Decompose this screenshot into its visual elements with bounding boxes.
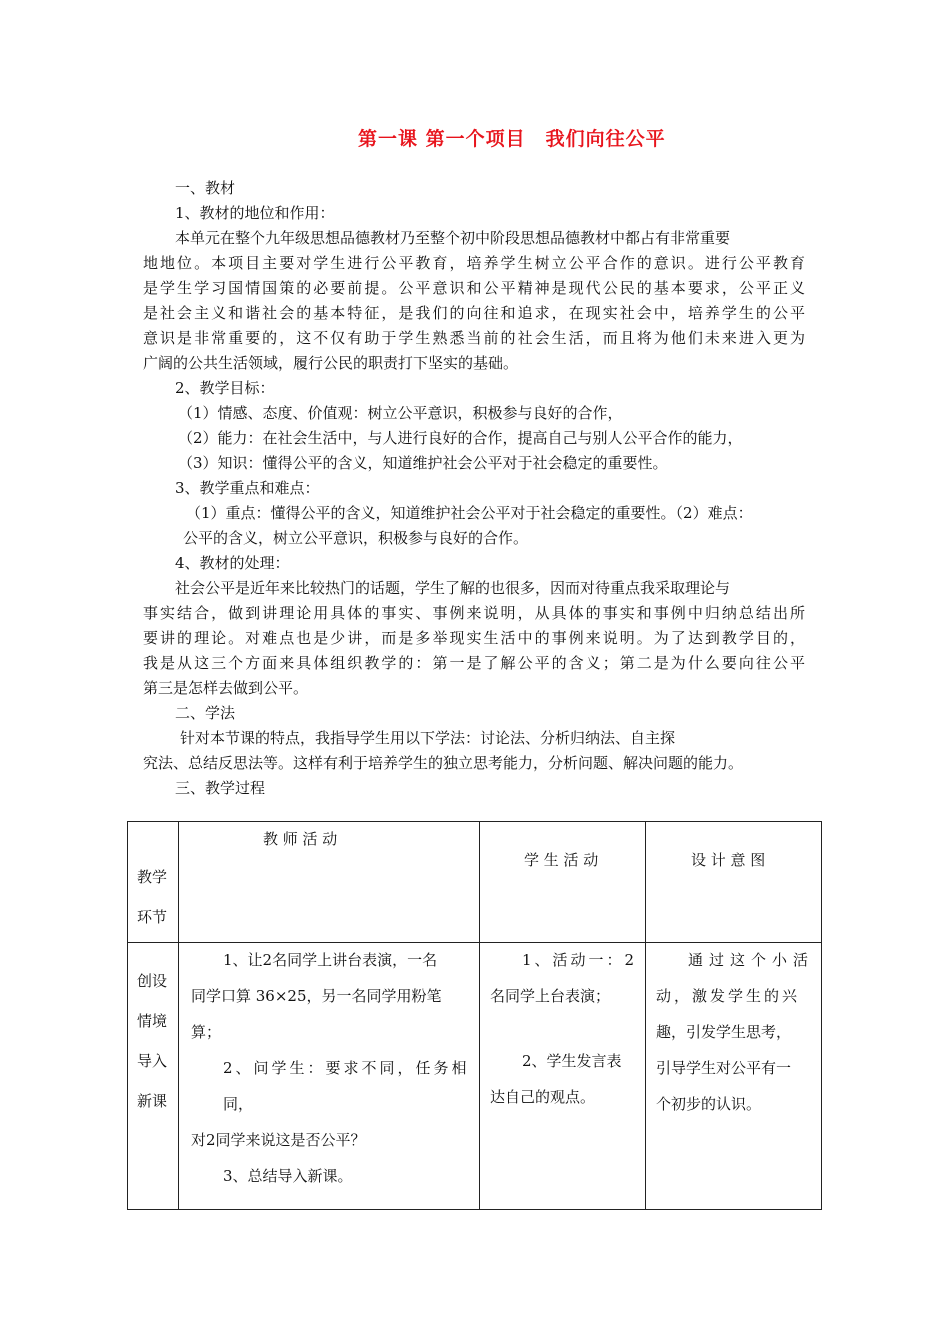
stage-line: 情境 <box>137 1012 168 1030</box>
header-design <box>646 822 822 943</box>
stage-line: 新课 <box>137 1092 168 1110</box>
paragraph-line: 公平的含义，树立公平意识，积极参与良好的合作。 <box>183 529 529 547</box>
paragraph-line: 意识是非常重要的，这不仅有助于学生熟悉当前的社会生活，而且将为他们未来进入更为 <box>143 329 805 347</box>
paragraph-line: 本单元在整个九年级思想品德教材乃至整个初中阶段思想品德教材中都占有非常重要 <box>175 229 731 247</box>
paragraph-line: 针对本节课的特点，我指导学生用以下学法：讨论法、分析归纳法、自主探 <box>180 729 676 747</box>
teacher-line: 算； <box>191 1023 222 1041</box>
paragraph-line: 第三是怎样去做到公平。 <box>143 679 309 697</box>
student-line: 1、活动一：2 <box>522 951 638 969</box>
table-header-row <box>128 822 822 943</box>
subheading-handling: 4、教材的处理： <box>175 554 290 572</box>
table-row <box>128 943 822 1210</box>
design-line: 通过这个小活 <box>688 951 815 969</box>
teacher-line: 3、总结导入新课。 <box>223 1167 353 1185</box>
subheading-key-points: 3、教学重点和难点： <box>175 479 320 497</box>
teacher-line: 对2同学来说这是否公平？ <box>191 1131 366 1149</box>
stage-line: 创设 <box>137 972 168 990</box>
section-heading-process: 三、教学过程 <box>175 779 266 797</box>
goal-item: （3）知识：懂得公平的含义，知道维护社会公平对于社会稳定的重要性。 <box>178 454 668 472</box>
header-design-label: 设 计 意 图 <box>691 851 766 869</box>
paragraph-line: 要讲的理论。对难点也是少讲，而是多举现实生活中的事例来说明。为了达到教学目的， <box>143 629 805 647</box>
row-student-cell <box>480 943 646 1210</box>
paragraph-line: 我是从这三个方面来具体组织教学的：第一是了解公平的含义；第二是为什么要向往公平 <box>143 654 805 672</box>
header-stage <box>128 822 179 943</box>
page-title: 第一课 第一个项目 我们向往公平 <box>358 128 666 150</box>
teacher-line: 2、问学生：要求不同，任务相 <box>223 1059 470 1077</box>
paragraph-line: 究法、总结反思法等。这样有利于培养学生的独立思考能力，分析问题、解决问题的能力。 <box>143 754 744 772</box>
paragraph-line: （1）重点：懂得公平的含义，知道维护社会公平对于社会稳定的重要性。（2）难点： <box>186 504 753 522</box>
row-design-cell <box>646 943 822 1210</box>
paragraph-line: 事实结合，做到讲理论用具体的事实、事例来说明，从具体的事实和事例中归纳总结出所 <box>143 604 805 622</box>
stage-line: 导入 <box>137 1052 168 1070</box>
goal-item: （1）情感、态度、价值观：树立公平意识，积极参与良好的合作， <box>178 404 623 422</box>
header-teacher-label: 教 师 活 动 <box>263 830 338 848</box>
subheading-position: 1、教材的地位和作用： <box>175 204 335 222</box>
student-line: 2、学生发言表 <box>522 1052 622 1070</box>
row-stage-cell <box>128 943 179 1210</box>
paragraph-line: 广阔的公共生活领域，履行公民的职责打下坚实的基础。 <box>143 354 519 372</box>
header-student <box>480 822 646 943</box>
section-heading-materials: 一、教材 <box>175 179 236 197</box>
student-line: 名同学上台表演； <box>490 987 611 1005</box>
student-line: 达自己的观点。 <box>490 1088 596 1106</box>
design-line: 趣，引发学生思考， <box>656 1023 792 1041</box>
header-student-label: 学 生 活 动 <box>524 851 599 869</box>
paragraph-line: 是社会主义和谐社会的基本特征，是我们的向往和追求，在现实社会中，培养学生的公平 <box>143 304 805 322</box>
section-heading-methods: 二、学法 <box>175 704 236 722</box>
paragraph-line: 社会公平是近年来比较热门的话题，学生了解的也很多，因而对待重点我采取理论与 <box>175 579 731 597</box>
teacher-line: 1、让2名同学上讲台表演，一名 <box>223 951 438 969</box>
paragraph-line: 是学生学习国情国策的必要前提。公平意识和公平精神是现代公民的基本要求，公平正义 <box>143 279 805 297</box>
subheading-goals: 2、教学目标： <box>175 379 275 397</box>
teacher-line: 同学口算 36×25，另一名同学用粉笔 <box>191 987 442 1005</box>
header-teacher <box>179 822 480 943</box>
header-stage-line: 教学 <box>137 868 168 886</box>
design-line: 个初步的认识。 <box>656 1095 762 1113</box>
design-line: 动，激发学生的兴 <box>656 987 801 1005</box>
goal-item: （2）能力：在社会生活中，与人进行良好的合作，提高自己与别人公平合作的能力， <box>178 429 743 447</box>
paragraph-line: 地地位。本项目主要对学生进行公平教育，培养学生树立公平合作的意识。进行公平教育 <box>143 254 805 272</box>
teacher-line: 同， <box>223 1095 254 1113</box>
teaching-process-table <box>127 821 822 1210</box>
row-teacher-cell <box>179 943 480 1210</box>
design-line: 引导学生对公平有一 <box>656 1059 792 1077</box>
header-stage-line: 环节 <box>137 908 168 926</box>
